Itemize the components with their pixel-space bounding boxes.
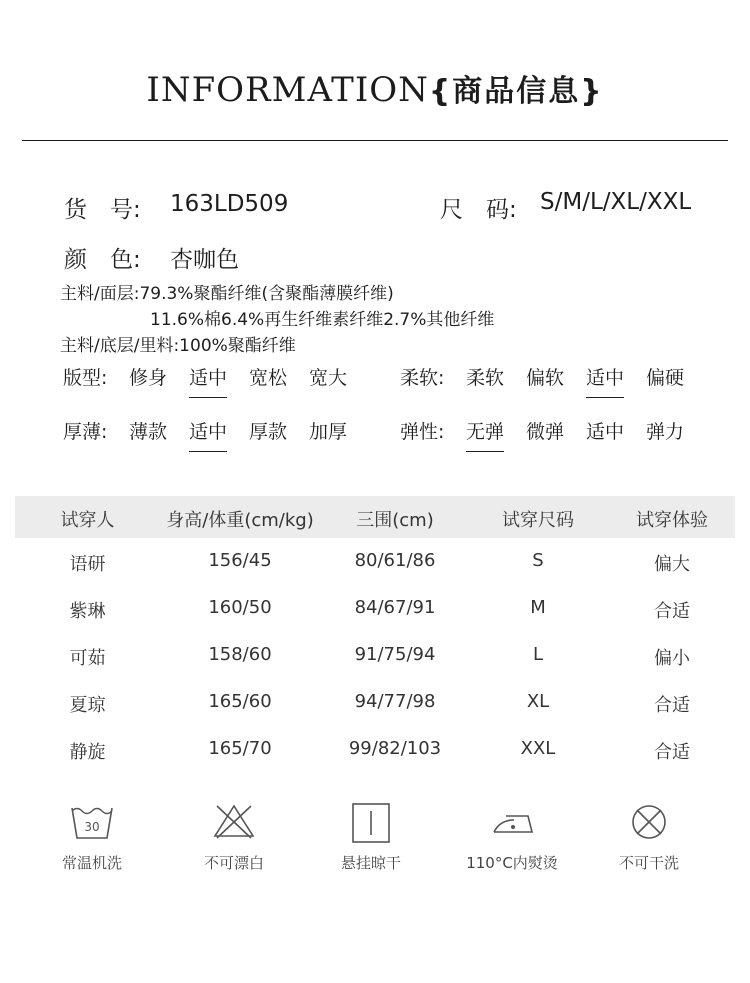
- table-cell: 156/45: [208, 550, 272, 571]
- table-cell: 偏大: [654, 554, 690, 575]
- care-label: 不可干洗: [618, 854, 679, 872]
- table-header-cell: 试穿体验: [636, 510, 708, 531]
- material-lining: 主料/底层/里料:100%聚酯纤维: [60, 336, 296, 356]
- table-cell: XL: [526, 691, 550, 712]
- table-cell: M: [530, 597, 546, 618]
- title-en: INFORMATION: [146, 70, 429, 110]
- table-cell: 158/60: [208, 644, 272, 665]
- title-divider: [22, 140, 728, 141]
- table-cell: 合适: [654, 601, 690, 622]
- table-cell: L: [532, 644, 544, 665]
- elasticity-option: 适中: [586, 421, 625, 443]
- wash-30-icon: [69, 802, 115, 842]
- title-cn: {商品信息}: [428, 74, 604, 109]
- no-bleach-icon: [211, 802, 257, 842]
- table-cell: 165/70: [208, 738, 272, 759]
- softness-option: 偏硬: [646, 367, 685, 389]
- care-label: 110°C内熨烫: [466, 854, 558, 872]
- table-header-cell: 身高/体重(cm/kg): [166, 510, 314, 531]
- table-cell: 84/67/91: [354, 597, 436, 618]
- care-label: 不可漂白: [203, 854, 264, 872]
- wash-temp: 30: [84, 820, 100, 834]
- thickness-option: 厚款: [249, 421, 288, 443]
- color-label: 颜 色:: [64, 247, 141, 273]
- table-cell: XXL: [520, 738, 556, 759]
- material-face-line-1: 主料/面层:79.3%聚酯纤维(含聚酯薄膜纤维): [60, 284, 394, 304]
- fit-option: 修身: [129, 367, 168, 389]
- table-cell: 语研: [69, 554, 106, 575]
- fit-option: 宽大: [309, 367, 348, 389]
- table-cell: 静旋: [69, 742, 106, 763]
- table-cell: 偏小: [654, 648, 690, 669]
- material-face-line-2: 11.6%棉6.4%再生纤维素纤维2.7%其他纤维: [150, 310, 495, 330]
- thickness-option: 薄款: [129, 421, 168, 443]
- softness-label: 柔软:: [400, 367, 445, 389]
- care-label: 悬挂晾干: [340, 854, 401, 872]
- table-cell: 165/60: [208, 691, 272, 712]
- elasticity-option: 弹力: [646, 421, 685, 443]
- fit-option: 宽松: [249, 367, 288, 389]
- thickness-option: 加厚: [309, 421, 348, 443]
- table-header-cell: 试穿尺码: [502, 510, 574, 531]
- table-cell: 99/82/103: [348, 738, 442, 759]
- table-cell: 夏琼: [69, 695, 106, 716]
- table-cell: 合适: [654, 742, 690, 763]
- size-value: S/M/L/XL/XXL: [540, 189, 692, 215]
- elasticity-option-selected: 无弹: [466, 417, 504, 452]
- table-header-cell: 试穿人: [60, 510, 115, 531]
- fit-label: 版型:: [63, 367, 108, 389]
- table-cell: 紫琳: [69, 601, 106, 622]
- table-cell: 可茹: [69, 648, 106, 669]
- table-cell: 91/75/94: [354, 644, 436, 665]
- page-title: [0, 66, 750, 110]
- softness-option: 柔软: [466, 367, 505, 389]
- table-cell: S: [532, 550, 544, 571]
- no-dry-clean-icon: [631, 802, 667, 842]
- elasticity-option: 微弹: [526, 421, 565, 443]
- softness-option-selected: 适中: [586, 363, 624, 398]
- softness-option: 偏软: [526, 367, 565, 389]
- hang-dry-icon: [351, 802, 391, 844]
- thickness-label: 厚薄:: [63, 421, 108, 443]
- iron-icon: [488, 802, 536, 842]
- table-cell: 94/77/98: [354, 691, 436, 712]
- care-label: 常温机洗: [61, 854, 122, 872]
- table-cell: 160/50: [208, 597, 272, 618]
- fit-option-selected: 适中: [189, 363, 227, 398]
- table-header-cell: 三围(cm): [356, 510, 434, 531]
- size-label: 尺 码:: [440, 197, 517, 223]
- color-value: 杏咖色: [170, 247, 239, 273]
- table-cell: 合适: [654, 695, 690, 716]
- item-no-value: 163LD509: [170, 191, 289, 217]
- thickness-option-selected: 适中: [189, 417, 227, 452]
- elasticity-label: 弹性:: [400, 421, 445, 443]
- table-cell: 80/61/86: [354, 550, 436, 571]
- item-no-label: 货 号:: [64, 197, 141, 223]
